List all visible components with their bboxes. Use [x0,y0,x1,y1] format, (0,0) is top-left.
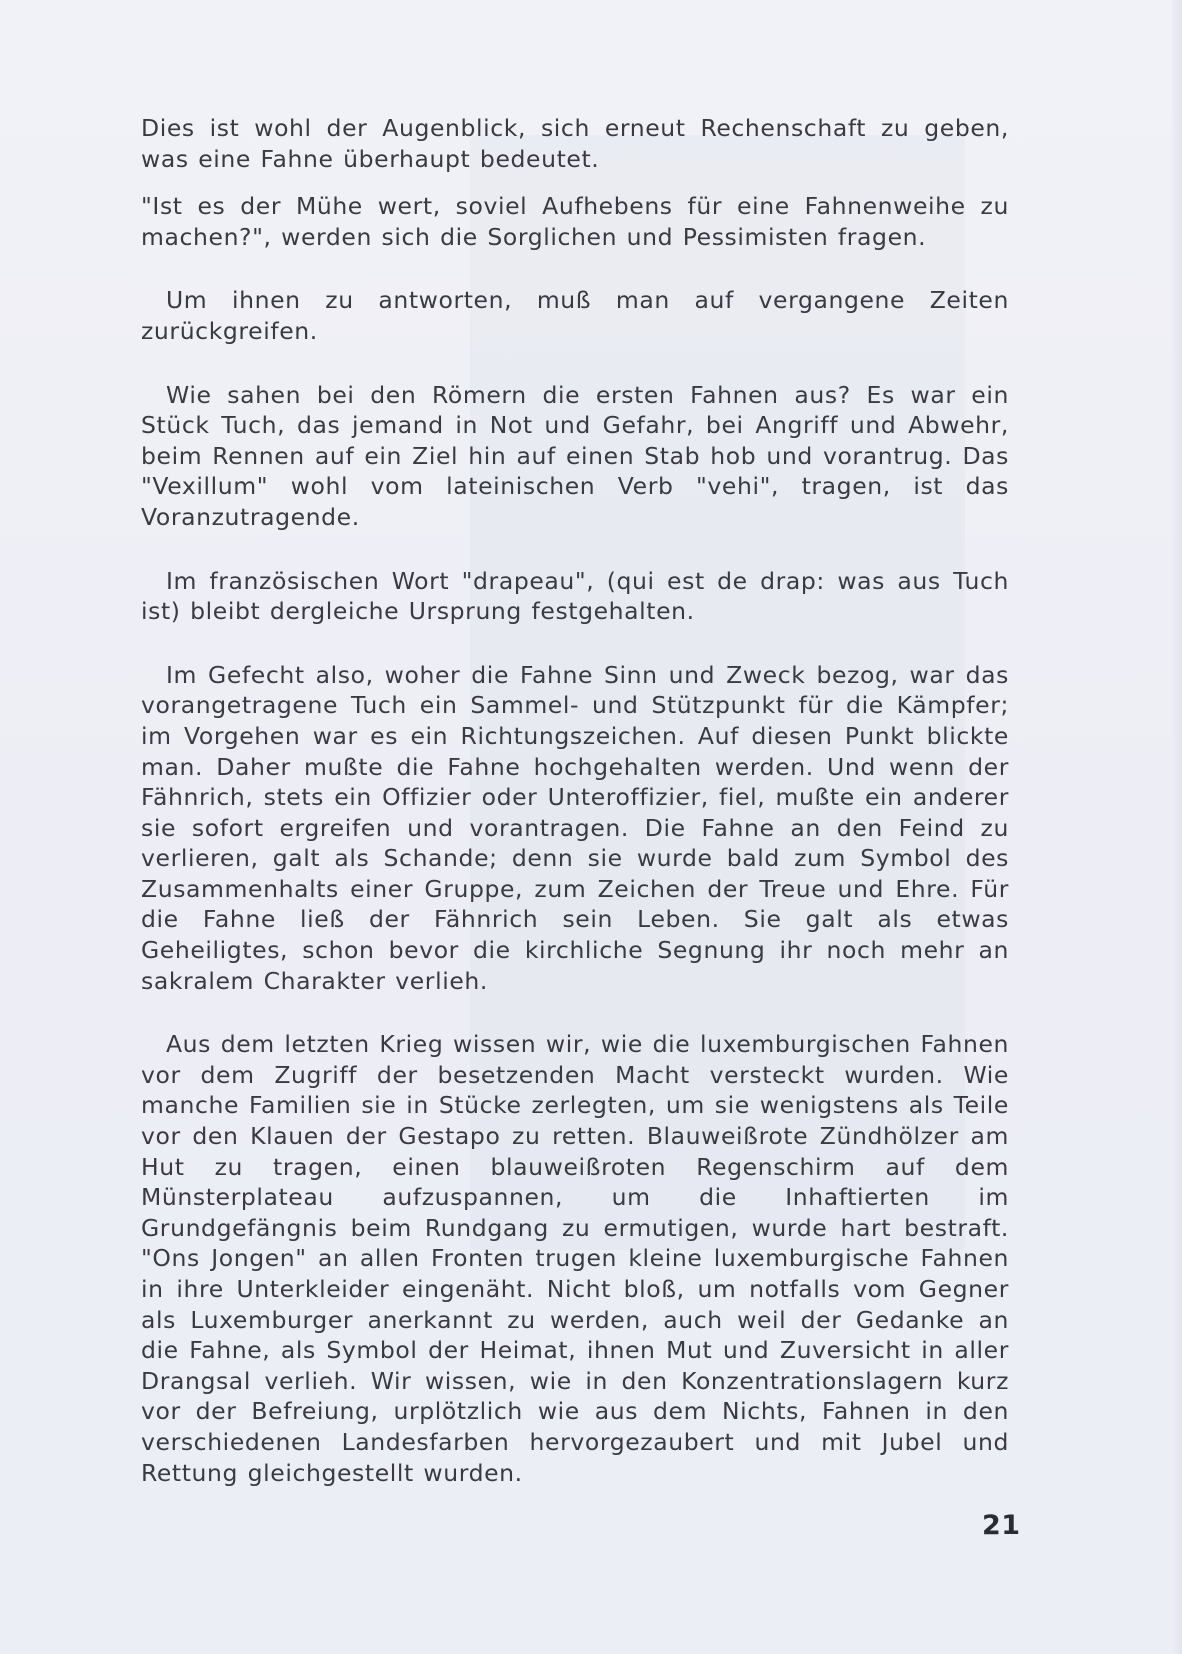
paragraph-2: "Ist es der Mühe wert, soviel Aufhebens für eine Fahnenweihe zu machen?", werden sich die Sorglichen und Pessimisten fragen. [141,192,1009,251]
paragraph-1: Dies ist wohl der Augenblick, sich erneut Rechenschaft zu geben, was eine Fahne überhaupt bedeutet. [141,114,1009,173]
paragraph-3: Um ihnen zu antworten, muß man auf vergangene Zeiten zurückgreifen. [141,286,1009,345]
body-text [141,113,1009,1488]
paragraph-5: Im französischen Wort "drapeau", (qui est de drap: was aus Tuch ist) bleibt dergleiche Ursprung festgehalten. [141,566,1009,626]
paragraph-6: Im Gefecht also, woher die Fahne Sinn und Zweck bezog, war das vorangetragene Tuch ein Sammel- und Stützpunkt für die Kämpfer; im Vorgehen war es ein Richtungszeichen. Auf diesen Punkt blickte man. Daher mußte die Fahne hochgehalten werden. Und wenn der Fähnrich, stets ein Offizier oder Unteroffizier, fiel, mußte ein anderer sie sofort ergreifen und vorantragen. Die Fahne an den Feind zu verlieren, galt als Schande; denn sie wurde bald zum Symbol des Zusammenhalts einer Gruppe, zum Zeichen der Treue und Ehre. Für die Fahne ließ der Fähnrich sein Leben. Sie galt als etwas Geheiligtes, schon bevor die kirchliche Segnung ihr noch mehr an sakralem Charakter verlieh. [141,660,1009,995]
page-number: 21 [982,1510,1021,1541]
paragraph-4: Wie sahen bei den Römern die ersten Fahnen aus? Es war ein Stück Tuch, das jemand in Not und Gefahr, bei Angriff und Abwehr, beim Rennen auf ein Ziel hin auf einen Stab hob und vorantrug. Das "Vexillum" wohl vom lateinischen Verb "vehi", tragen, ist das Voranzutragende. [141,380,1009,531]
page-edge [1172,0,1182,1654]
paragraph-7: Aus dem letzten Krieg wissen wir, wie die luxemburgischen Fahnen vor dem Zugriff der besetzenden Macht versteckt wurden. Wie manche Familien sie in Stücke zerlegten, um sie wenigstens als Teile vor den Klauen der Gestapo zu retten. Blauweißrote Zündhölzer am Hut zu tragen, einen blauweißroten Regenschirm auf dem Münsterplateau aufzuspannen, um die Inhaftierten im Grundgefängnis beim Rundgang zu ermutigen, wurde hart bestraft. "Ons Jongen" an allen Fronten trugen kleine luxemburgische Fahnen in ihre Unterkleider eingenäht. Nicht bloß, um notfalls vom Gegner als Luxemburger anerkannt zu werden, auch weil der Gedanke an die Fahne, als Symbol der Heimat, ihnen Mut und Zuversicht in aller Drangsal verlieh. Wir wissen, wie in den Konzentrationslagern kurz vor der Befreiung, urplötzlich wie aus dem Nichts, Fahnen in den verschiedenen Landesfarben hervorgezaubert und mit Jubel und Rettung gleichgestellt wurden. [141,1030,1009,1487]
